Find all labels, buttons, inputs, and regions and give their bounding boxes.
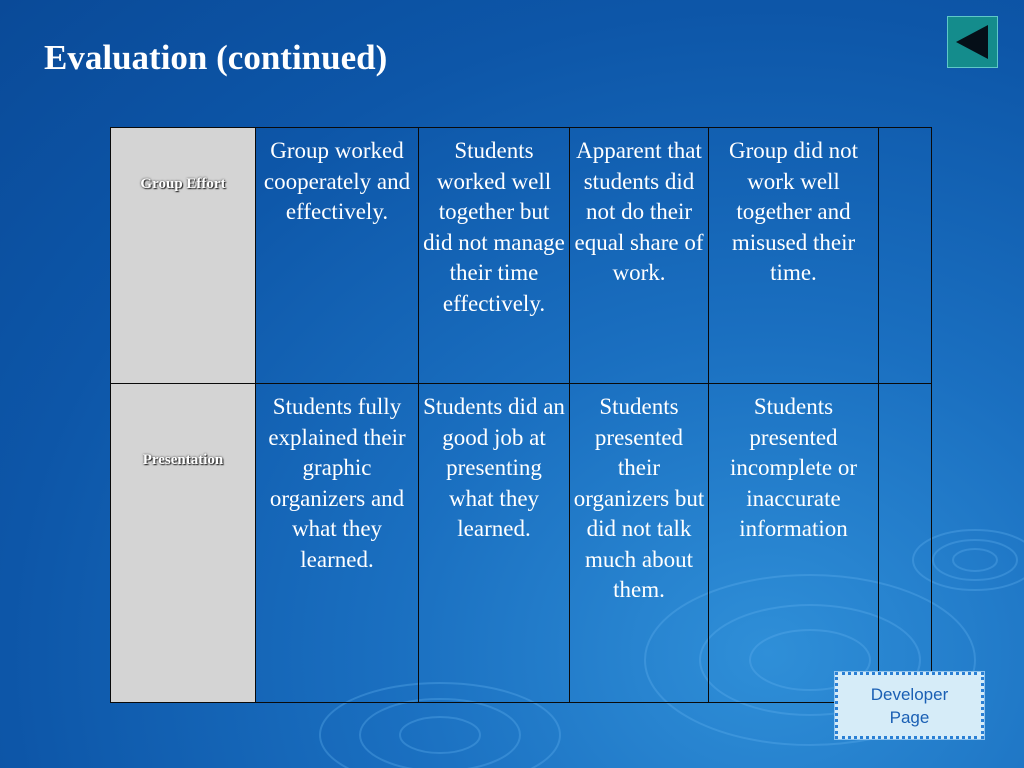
- rubric-row-presentation: [111, 384, 932, 703]
- developer-page-label-line2: Page: [889, 708, 930, 727]
- rubric-cell: Group did not work well together and misused their time.: [709, 128, 879, 384]
- slide-title: Evaluation (continued): [44, 38, 388, 77]
- triangle-left-icon: [948, 17, 997, 67]
- evaluation-rubric-table: [110, 127, 932, 703]
- row-header-group-effort: Group Effort: [111, 128, 256, 384]
- rubric-cell: Students worked well together but did not manage their time effectively.: [419, 128, 570, 384]
- developer-page-button[interactable]: [835, 672, 984, 739]
- rubric-cell-empty: [879, 128, 932, 384]
- rubric-cell: Group worked cooperately and effectively.: [256, 128, 419, 384]
- rubric-cell: Students presented their organizers but did not talk much about them.: [570, 384, 709, 703]
- developer-page-label-line1: Developer: [870, 685, 949, 704]
- back-button[interactable]: [947, 16, 998, 68]
- rubric-cell: Students fully explained their graphic organizers and what they learned.: [256, 384, 419, 703]
- rubric-cell-empty: [879, 384, 932, 703]
- rubric-cell: Students presented incomplete or inaccurate information: [709, 384, 879, 703]
- rubric-row-group-effort: [111, 128, 932, 384]
- rubric-cell: Apparent that students did not do their equal share of work.: [570, 128, 709, 384]
- row-header-presentation: Presentation: [111, 384, 256, 703]
- rubric-cell: Students did an good job at presenting what they learned.: [419, 384, 570, 703]
